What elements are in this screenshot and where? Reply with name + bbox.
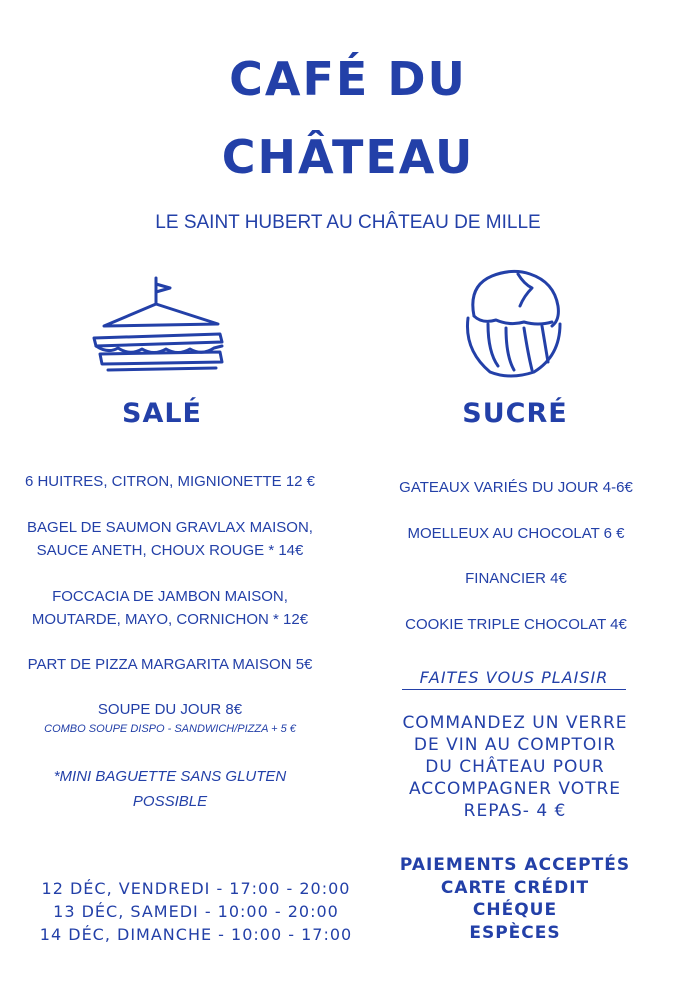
item-text: 6 HUITRES, CITRON, MIGNIONETTE 12 € xyxy=(24,473,316,490)
page-title-line-1: CAFÉ DU xyxy=(229,52,467,106)
plaisir-line: COMMANDEZ UN VERRE xyxy=(402,713,628,733)
subtitle: LE SAINT HUBERT AU CHÂTEAU DE MILLE xyxy=(155,212,541,233)
plaisir-line: DU CHÂTEAU POUR xyxy=(425,757,605,777)
item-text: BAGEL DE SAUMON GRAVLAX MAISON, xyxy=(27,519,313,536)
combo-note: COMBO SOUPE DISPO - SANDWICH/PIZZA + 5 € xyxy=(44,723,296,735)
sandwich-icon xyxy=(88,270,228,378)
sale-item xyxy=(0,585,340,631)
gluten-note xyxy=(0,764,340,814)
sale-item xyxy=(0,470,340,493)
sale-heading: SALÉ xyxy=(122,398,202,429)
payments-block xyxy=(380,854,650,944)
sucre-item: MOELLEUX AU CHOCOLAT 6 € xyxy=(407,525,625,542)
item-text: PART DE PIZZA MARGARITA MAISON 5€ xyxy=(27,656,313,673)
plaisir-line: DE VIN AU COMPTOIR xyxy=(413,735,617,755)
hours-line: 14 DÉC, DIMANCHE - 10:00 - 17:00 xyxy=(39,925,353,944)
sale-item xyxy=(0,516,340,562)
payment-method: ESPÈCES xyxy=(469,922,561,943)
item-text: SOUPE DU JOUR 8€ xyxy=(97,701,243,718)
item-text: FOCCACIA DE JAMBON MAISON, xyxy=(52,588,288,605)
item-text: MOUTARDE, MAYO, CORNICHON * 12€ xyxy=(31,611,309,628)
sale-item xyxy=(0,653,340,676)
item-text: SAUCE ANETH, CHOUX ROUGE * 14€ xyxy=(36,542,304,559)
plaisir-text xyxy=(380,712,650,822)
hours-line: 12 DÉC, VENDREDI - 17:00 - 20:00 xyxy=(41,879,351,898)
opening-hours xyxy=(26,877,366,946)
plaisir-line: REPAS- 4 € xyxy=(463,801,567,821)
sucre-item: GATEAUX VARIÉS DU JOUR 4-6€ xyxy=(399,479,633,496)
plaisir-line: ACCOMPAGNER VOTRE xyxy=(408,779,622,799)
payment-method: CARTE CRÉDIT xyxy=(440,877,590,898)
payments-title: PAIEMENTS ACCEPTÉS xyxy=(399,855,631,875)
sale-item xyxy=(0,698,340,737)
sucre-heading: SUCRÉ xyxy=(462,398,568,429)
cupcake-icon xyxy=(462,266,568,382)
gluten-note-line-2: POSSIBLE xyxy=(132,793,208,810)
sucre-item: COOKIE TRIPLE CHOCOLAT 4€ xyxy=(405,616,627,633)
gluten-note-line-1: *MINI BAGUETTE SANS GLUTEN xyxy=(53,768,287,785)
sucre-item: FINANCIER 4€ xyxy=(465,570,567,587)
plaisir-title: FAITES VOUS PLAISIR xyxy=(402,668,626,690)
payment-method: CHÉQUE xyxy=(472,900,558,920)
page-title-line-2: CHÂTEAU xyxy=(221,130,475,184)
hours-line: 13 DÉC, SAMEDI - 10:00 - 20:00 xyxy=(53,902,339,921)
